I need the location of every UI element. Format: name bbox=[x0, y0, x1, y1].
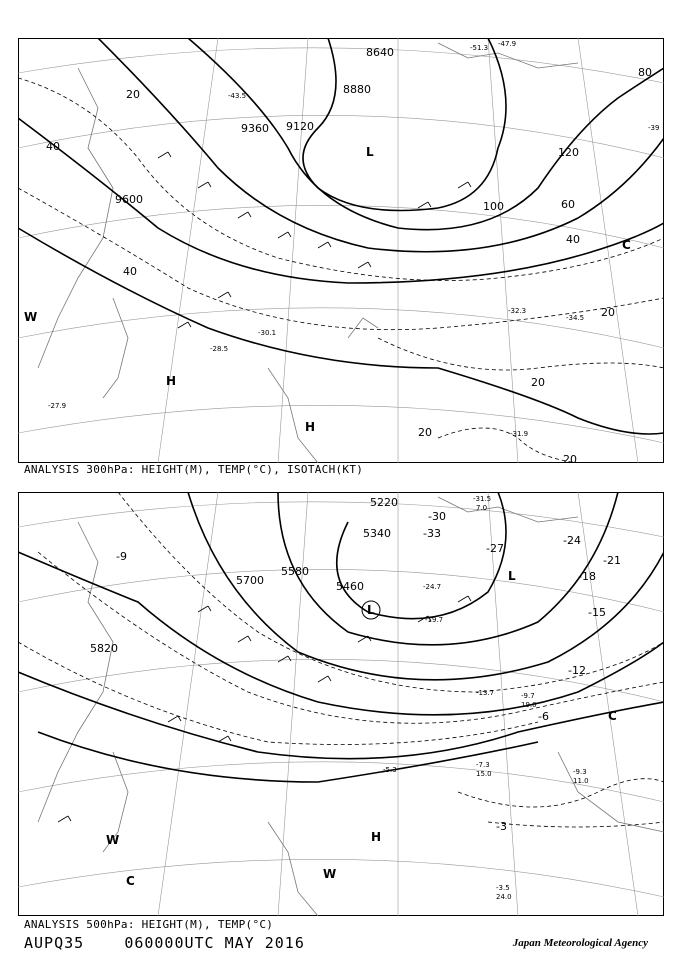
dewpoint-value: 15.0 bbox=[476, 770, 492, 778]
isotherm-label: -33 bbox=[423, 527, 441, 540]
product-code: AUPQ35 bbox=[24, 934, 85, 952]
isotach-label: 20 bbox=[563, 453, 577, 463]
temp-value: -9.3 bbox=[573, 768, 587, 776]
temp-value: -5.3 bbox=[383, 766, 397, 774]
isotach-label: 40 bbox=[123, 265, 137, 278]
high-center-label: H bbox=[371, 830, 382, 844]
temp-value: -32.3 bbox=[508, 307, 527, 315]
map-panel-300hpa bbox=[18, 38, 664, 463]
temp-value: -28.5 bbox=[210, 345, 229, 353]
caption-300hpa: ANALYSIS 300hPa: HEIGHT(M), TEMP(°C), ISOTACH(KT) bbox=[24, 463, 364, 476]
dewpoint-value: 11.0 bbox=[573, 777, 589, 785]
height-label: 5580 bbox=[281, 565, 309, 578]
isotherm-label: -21 bbox=[603, 554, 621, 567]
temp-value: -27.9 bbox=[48, 402, 67, 410]
temp-value: -24.7 bbox=[423, 583, 442, 591]
warm-center-label: W bbox=[323, 867, 337, 881]
height-label: 8880 bbox=[343, 83, 371, 96]
isotherm-label: -27 bbox=[486, 542, 504, 555]
temp-value: -9.7 bbox=[521, 692, 535, 700]
low-center-label: L bbox=[508, 569, 516, 583]
isotherm-label: -24 bbox=[563, 534, 581, 547]
isotherm-label: -3 bbox=[496, 820, 507, 833]
low-center-label: L bbox=[367, 603, 375, 617]
temp-value: -3.5 bbox=[496, 884, 510, 892]
temp-value: -19.7 bbox=[425, 616, 444, 624]
isotach-label: 120 bbox=[558, 146, 579, 159]
isotach-label: 20 bbox=[601, 306, 615, 319]
height-label: 9120 bbox=[286, 120, 314, 133]
isotach-label: 60 bbox=[561, 198, 575, 211]
isotherm-label: -18 bbox=[578, 570, 596, 583]
warm-center-label: W bbox=[106, 833, 120, 847]
chart-500hpa bbox=[18, 492, 664, 916]
height-label: 9360 bbox=[241, 122, 269, 135]
cold-center-label: C bbox=[622, 238, 631, 252]
temp-value: -7.3 bbox=[476, 761, 490, 769]
height-label: 5820 bbox=[90, 642, 118, 655]
chart-300hpa bbox=[18, 38, 664, 463]
isotherm-label: -15 bbox=[588, 606, 606, 619]
dewpoint-value: 24.0 bbox=[496, 893, 512, 901]
warm-center-label: W bbox=[24, 310, 38, 324]
height-label: 8640 bbox=[366, 46, 394, 59]
dewpoint-value: 19.0 bbox=[521, 701, 537, 709]
low-center-label: L bbox=[366, 145, 374, 159]
temp-value: -13.7 bbox=[476, 689, 495, 697]
isotach-label: 20 bbox=[531, 376, 545, 389]
temp-value: -31.9 bbox=[510, 430, 529, 438]
height-label: 5700 bbox=[236, 574, 264, 587]
temp-value: -34.5 bbox=[566, 314, 585, 322]
isotach-label: 100 bbox=[483, 200, 504, 213]
height-label: 5340 bbox=[363, 527, 391, 540]
temp-value: -31.5 bbox=[473, 495, 492, 503]
isotherm-label: -6 bbox=[538, 710, 549, 723]
dewpoint-value: 7.0 bbox=[476, 504, 488, 512]
isotherm-label: -12 bbox=[568, 664, 586, 677]
temp-value: -51.3 bbox=[470, 44, 489, 52]
agency-credit: Japan Meteorological Agency bbox=[512, 937, 648, 949]
height-label: 5460 bbox=[336, 580, 364, 593]
valid-time: 060000UTC MAY 2016 bbox=[124, 934, 305, 952]
isotherm-label: -9 bbox=[116, 550, 127, 563]
cold-center-label: C bbox=[608, 709, 617, 723]
isotherm-label: -30 bbox=[428, 510, 446, 523]
height-label: 9600 bbox=[115, 193, 143, 206]
height-label: 5220 bbox=[370, 496, 398, 509]
temp-value: -43.5 bbox=[228, 92, 247, 100]
isotach-label: 20 bbox=[126, 88, 140, 101]
high-center-label: H bbox=[166, 374, 177, 388]
isotach-label: 40 bbox=[566, 233, 580, 246]
high-center-label: H bbox=[305, 420, 316, 434]
isotach-label: 40 bbox=[46, 140, 60, 153]
product-id bbox=[24, 934, 305, 952]
temp-value: -47.9 bbox=[498, 40, 517, 48]
map-panel-500hpa bbox=[18, 492, 664, 916]
cold-center-label: C bbox=[126, 874, 135, 888]
temp-value: -39 bbox=[648, 124, 660, 132]
caption-500hpa: ANALYSIS 500hPa: HEIGHT(M), TEMP(°C) bbox=[24, 918, 274, 931]
temp-value: -30.1 bbox=[258, 329, 277, 337]
isotach-label: 80 bbox=[638, 66, 652, 79]
isotach-label: 20 bbox=[418, 426, 432, 439]
